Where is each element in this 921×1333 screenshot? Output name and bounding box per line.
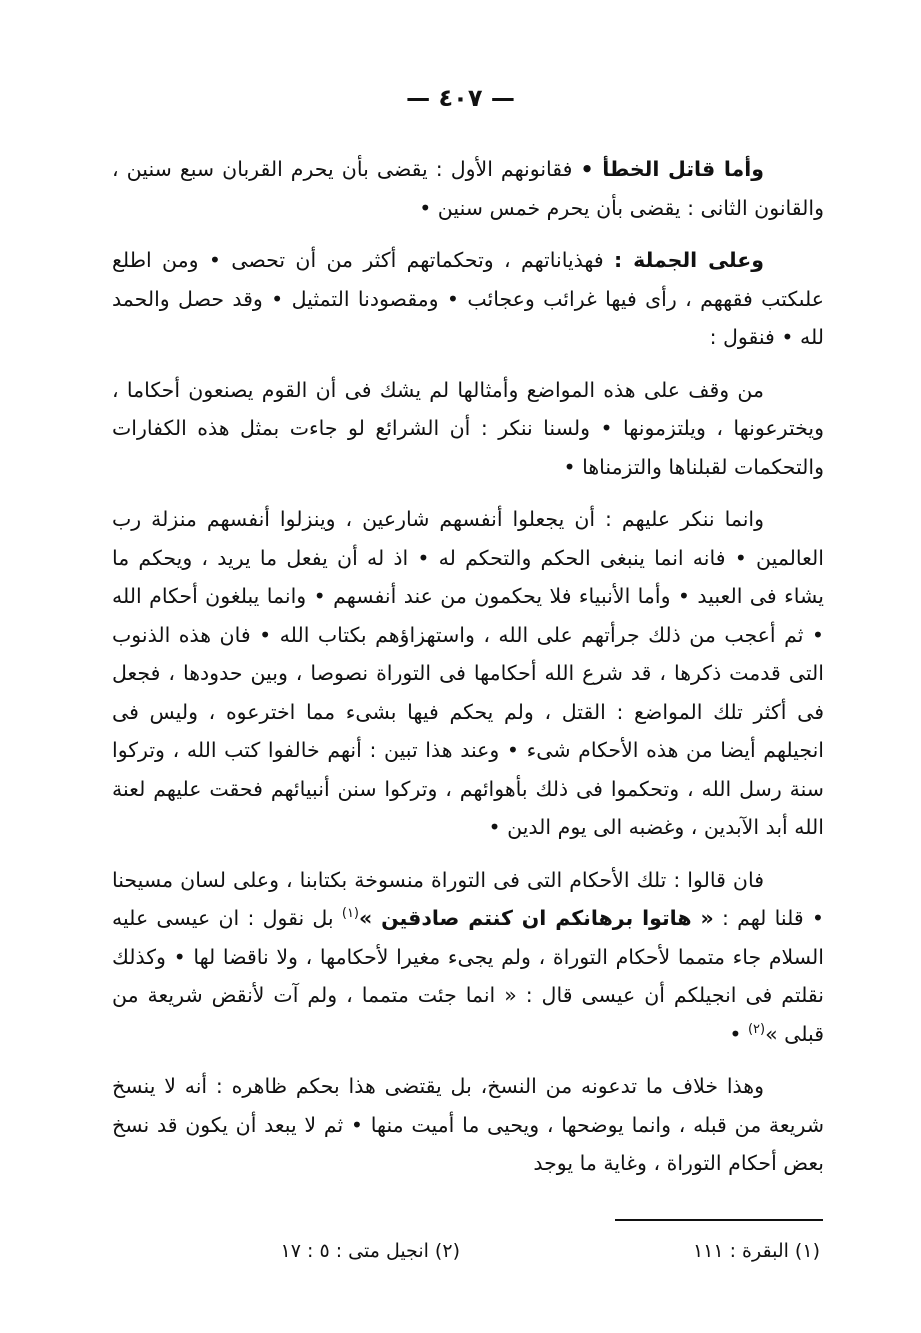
footnote-1: (١) البقرة : ١١١ [692,1240,820,1262]
paragraph-2-lead: وعلى الجملة : [614,248,764,272]
paragraph-5-part1: فان قالوا : تلك الأحكام التى فى التوراة منسوخة بكتابنا ، وعلى لسان مسيحنا • قلنا لهم : [112,867,824,930]
footnote-divider [615,1219,823,1221]
paragraph-5-quote: « هاتوا برهانكم ان كنتم صادقين » [359,906,714,930]
footnote-ref-2: (٢) [747,1021,766,1037]
paragraph-2 [112,241,824,357]
paragraph-6-text: وهذا خلاف ما تدعونه من النسخ، بل يقتضى هذا بحكم ظاهره : أنه لا ينسخ شريعة من قبله ، وانما يوضحها ، ويحيى ما أميت منها • ثم لا يبعد أن يكون قد نسخ بعض أحكام التوراة ، وغاية ما يوجد [112,1074,824,1175]
page-number: — ٤٠٧ — [406,84,515,112]
footnote-ref-1: (١) [341,906,359,922]
paragraph-1 [112,150,824,227]
paragraph-3-text: من وقف على هذه المواضع وأمثالها لم يشك فى أن القوم يصنعون أحكاما ، ويخترعونها ، ويلتزمونها • ولسنا ننكر : أن الشرائع لو جاءت بمثل هذه الكفارات والتحكمات لقبلناها والتزمناها • [112,377,824,479]
paragraph-5-part3: • [729,1021,748,1046]
paragraph-2-text: فهذياناتهم ، وتحكماتهم أكثر من أن تحصى • ومن اطلع علىكتب فقههم ، رأى فيها غرائب وعجائب • ومقصودنا التمثيل • وقد حصل والحمد لله • فنقول : [112,248,824,349]
paragraph-1-lead: وأما قاتل الخطأ ‍• [580,157,764,181]
paragraph-4 [112,500,824,847]
body-text [112,150,824,1183]
paragraph-3 [112,371,824,487]
paragraph-6 [112,1067,824,1183]
paragraph-1-text: فقانونهم الأول : يقضى بأن يحرم القربان سبع سنين ، والقانون الثانى : يقضى بأن يحرم خمس سنين • [112,157,824,220]
paragraph-5 [112,861,824,1054]
footnote-2: (٢) انجيل متى : ٥ : ١٧ [280,1240,460,1262]
paragraph-5-part2: بل نقول : ان عيسى عليه السلام جاء متمما لأحكام التوراة ، ولم يجىء مغيرا لأحكامها ، ولا ناقضا لها • وكذلك نقلتم فى انجيلكم أن عيسى قال : « انما جئت متمما ، ولم آت لأنقض شريعة من قبلى » [112,906,824,1046]
paragraph-4-text: وانما ننكر عليهم : أن يجعلوا أنفسهم شارعين ، وينزلوا أنفسهم منزلة رب العالمين • فانه انما ينبغى الحكم والتحكم له • اذ له أن يفعل ما يريد ، ويحكم ما يشاء فى العبيد • وأما الأنبياء فلا يحكمون من عند أنفسهم • وانما يبلغون أحكام الله • ثم أعجب من ذلك جرأتهم على الله ، واستهزاؤهم بكتاب الله • فان هذه الذنوب التى قدمت ذكرها ، قد شرع الله أحكامها فى التوراة نصوصا ، وبين حدودها ، فجعل فى أكثر تلك المواضع : القتل ، ولم يحكم فيها بشىء مما اخترعوه ، وليس فى انجيلهم أيضا من هذه الأحكام شىء • وعند هذا تبين : أنهم خالفوا كتب الله ، وتركوا سنة رسل الله ، وتحكموا فى ذلك بأهوائهم ، وتركوا سنن أنبيائهم فحقت عليهم لعنة الله أبد الآبدين ، وغضبه الى يوم الدين • [112,507,824,839]
